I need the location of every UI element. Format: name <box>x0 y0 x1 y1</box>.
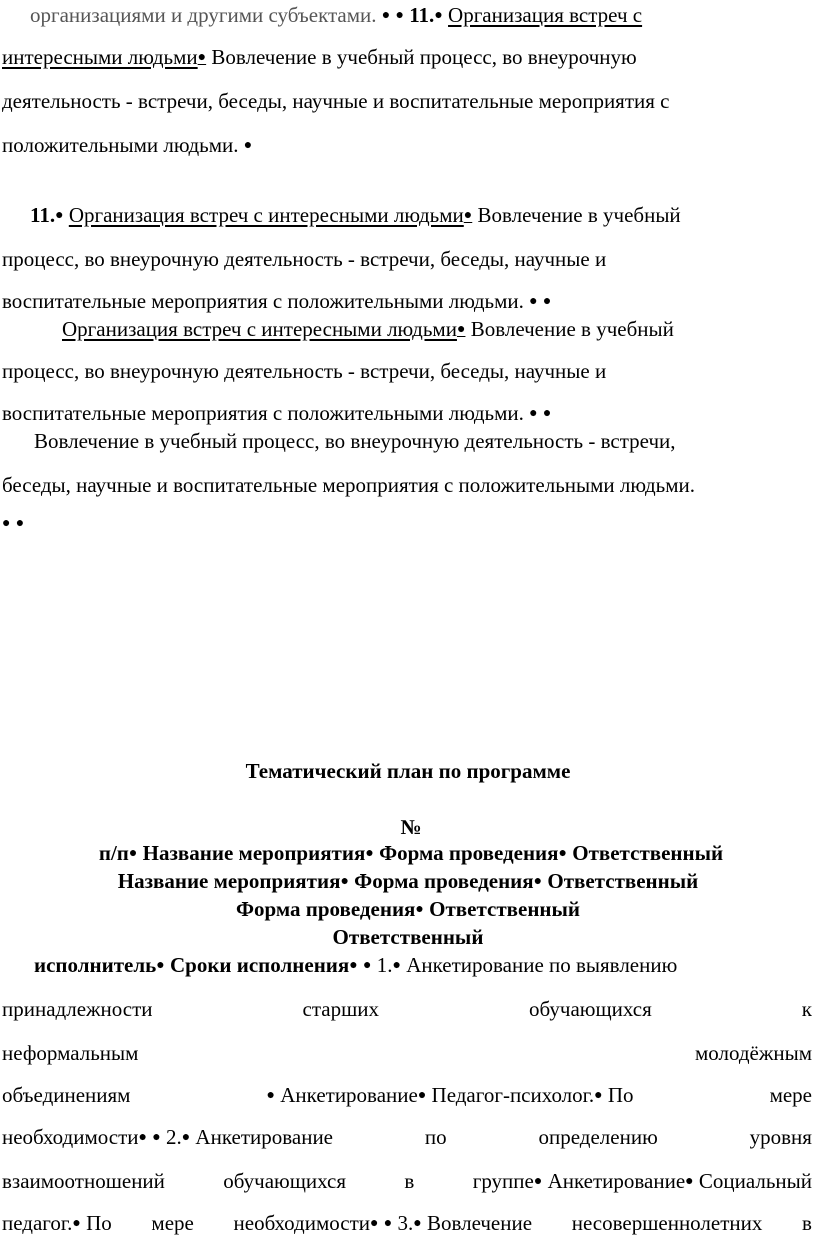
body-group <box>267 1082 634 1112</box>
bullet-icon: ● <box>243 138 253 153</box>
body-word: к <box>801 997 812 1021</box>
bullet-icon: ● <box>2 516 11 531</box>
p4-line3 <box>2 510 816 540</box>
body-word: Анкетирование <box>190 1125 333 1149</box>
bullet-icon: ● <box>72 1216 81 1231</box>
bullet-icon: ● <box>456 322 466 337</box>
header-terms: Сроки исполнения <box>164 953 350 977</box>
bullet-icon: ● <box>128 846 138 861</box>
bullet-icon: ● <box>365 846 374 861</box>
body-line4 <box>2 1124 812 1154</box>
header-pp: п/п <box>98 841 129 865</box>
p2-line1 <box>30 202 816 232</box>
header-name: Название мероприятия <box>117 869 341 893</box>
body-word: По <box>602 1083 634 1107</box>
body-line5 <box>2 1168 812 1198</box>
body-line1 <box>2 996 812 1022</box>
bullet-icon: ● <box>197 50 207 65</box>
p4-line2: беседы, научные и воспитательные мероприятия с положительными людьми. <box>2 473 696 497</box>
bullet-icon: ● <box>349 958 358 973</box>
body-word: необходимости <box>2 1125 139 1149</box>
bullet-icon: ● <box>417 1088 427 1103</box>
body-word: Социальный <box>693 1169 812 1193</box>
body-word: педагог. <box>2 1211 73 1235</box>
bullet-icon: ● <box>381 8 391 23</box>
header-executor: исполнитель <box>34 953 157 977</box>
p1-line1 <box>30 2 816 32</box>
bullet-icon: ● <box>138 1130 147 1145</box>
item-number: 1. <box>371 953 393 977</box>
header-form: Форма проведения <box>348 869 534 893</box>
body-word: старших <box>302 997 380 1021</box>
body-group <box>2 1124 333 1154</box>
p1-line2 <box>2 44 816 74</box>
body-word: определению <box>538 1125 658 1149</box>
p2-line3 <box>2 288 816 318</box>
bullet-icon: ● <box>594 1088 603 1103</box>
body-word: мере <box>151 1211 194 1235</box>
p2-text: воспитательные мероприятия с положительными людьми. <box>2 289 524 313</box>
bullet-icon: ● <box>370 1216 379 1231</box>
body-group <box>473 1168 812 1198</box>
bullet-icon: ● <box>156 958 165 973</box>
bullet-icon: ● <box>434 8 443 23</box>
body-word: в <box>404 1169 415 1193</box>
item-number: 11. <box>409 3 435 27</box>
p3-line2: процесс, во внеурочную деятельность - встречи, беседы, научные и <box>2 359 607 383</box>
bullet-icon: ● <box>152 1130 161 1145</box>
body-word: группе <box>472 1169 534 1193</box>
bullet-icon: ● <box>533 1174 543 1189</box>
bullet-icon: ● <box>392 958 401 973</box>
plan-header-line3 <box>0 896 816 926</box>
body-word: необходимости <box>233 1211 371 1235</box>
header-form: Форма проведения <box>235 897 416 921</box>
p3-underlined-text: Организация встреч с интересными людьми <box>62 317 457 341</box>
p1-line4 <box>2 132 816 162</box>
body-word: принадлежности <box>2 997 153 1021</box>
p3-line3 <box>2 400 816 430</box>
item-number: 11. <box>30 203 56 227</box>
body-line3 <box>2 1082 812 1112</box>
item-number: 3. <box>392 1211 414 1235</box>
bullet-icon: ● <box>15 516 25 531</box>
p1-text: организациями и другими субъектами. <box>30 3 377 27</box>
p1-line3: деятельность - встречи, беседы, научные и воспитательные мероприятия с <box>2 89 670 113</box>
body-word: По <box>80 1211 112 1235</box>
p3-text: воспитательные мероприятия с положительными людьми. <box>2 401 524 425</box>
body-text: Анкетирование по выявлению <box>400 953 678 977</box>
header-name: Название мероприятия <box>137 841 366 865</box>
bullet-icon: ● <box>181 1130 191 1145</box>
body-group <box>2 1210 112 1240</box>
plan-header-line4: Ответственный <box>332 925 484 949</box>
bullet-icon: ● <box>685 1174 694 1189</box>
p3-line1 <box>62 316 816 346</box>
bullet-icon: ● <box>415 902 424 917</box>
bullet-icon: ● <box>529 294 538 309</box>
body-word: мере <box>769 1083 812 1107</box>
bullet-icon: ● <box>542 406 552 421</box>
item-number: 2. <box>160 1125 182 1149</box>
body-word: обучающихся <box>223 1169 347 1193</box>
header-responsible: Ответственный <box>567 841 724 865</box>
body-line6 <box>2 1210 812 1240</box>
bullet-icon: ● <box>266 1088 275 1103</box>
body-word: Анкетирование <box>274 1083 418 1107</box>
plan-header-line2 <box>0 868 816 898</box>
header-responsible: Ответственный <box>423 897 581 921</box>
body-line2 <box>2 1040 812 1066</box>
bullet-icon: ● <box>395 8 404 23</box>
p1-underlined-text: интересными людьми <box>2 45 198 69</box>
p3-text: Вовлечение в учебный <box>465 317 674 341</box>
bullet-icon: ● <box>558 846 567 861</box>
bullet-icon: ● <box>529 406 538 421</box>
body-word: Вовлечение <box>421 1211 533 1235</box>
body-word: в <box>802 1211 812 1235</box>
body-word: обучающихся <box>529 997 652 1021</box>
p2-text: Вовлечение в учебный <box>472 203 681 227</box>
body-word: несовершеннолетних <box>571 1211 763 1235</box>
p1-text: Вовлечение в учебный процесс, во внеурочную <box>206 45 637 69</box>
header-responsible: Ответственный <box>542 869 699 893</box>
body-group <box>234 1210 533 1240</box>
plan-number-sign: № <box>400 815 422 839</box>
body-word: объединениям <box>2 1083 131 1107</box>
body-word: Педагог-психолог. <box>426 1083 595 1107</box>
plan-title: Тематический план по программе <box>245 759 571 783</box>
bullet-icon: ● <box>55 208 64 223</box>
p2-underlined-text: Организация встреч с интересными людьми <box>68 203 464 227</box>
bullet-icon: ● <box>542 294 552 309</box>
bullet-icon: ● <box>340 874 349 889</box>
plan-header-line5 <box>34 952 816 982</box>
plan-header-line1 <box>6 840 816 870</box>
p4-line1: Вовлечение в учебный процесс, во внеурочную деятельность - встречи, <box>34 429 676 453</box>
body-word: уровня <box>749 1125 812 1149</box>
header-form: Форма проведения <box>373 841 559 865</box>
body-word: молодёжным <box>694 1041 812 1065</box>
p2-line2: процесс, во внеурочную деятельность - встречи, беседы, научные и <box>2 247 607 271</box>
bullet-icon: ● <box>413 1216 422 1231</box>
body-word: по <box>424 1125 447 1149</box>
bullet-icon: ● <box>463 208 473 223</box>
p1-underlined-text: Организация встреч с <box>448 3 643 27</box>
body-word: взаимоотношений <box>2 1169 165 1193</box>
p1-text: положительными людьми. <box>2 133 239 157</box>
body-word: Анкетирование <box>542 1169 686 1193</box>
bullet-icon: ● <box>533 874 543 889</box>
bullet-icon: ● <box>363 958 372 973</box>
bullet-icon: ● <box>383 1216 393 1231</box>
body-word: неформальным <box>2 1041 139 1065</box>
